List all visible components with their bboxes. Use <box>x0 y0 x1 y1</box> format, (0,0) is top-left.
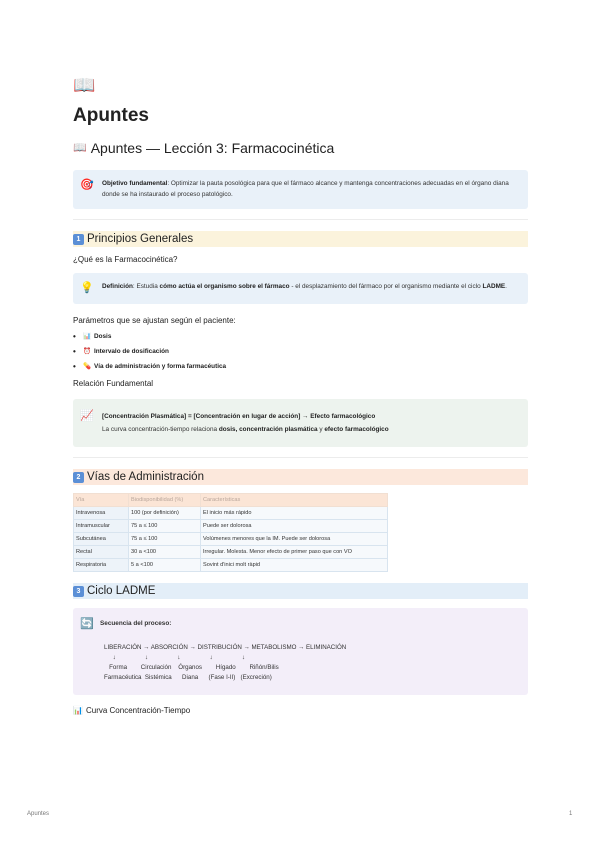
vias-table <box>73 493 388 572</box>
table-cell: Intramuscular <box>74 520 129 533</box>
table-cell: Respiratoria <box>74 559 129 572</box>
section-title: Vías de Administración <box>87 471 204 483</box>
table-cell: 75 a ≤ 100 <box>129 533 201 546</box>
section-vias-heading <box>73 469 528 485</box>
definicion-mid: - el desplazamiento del fármaco por el organismo mediante el ciclo <box>289 283 483 290</box>
table-cell: Puede ser dolorosa <box>201 520 388 533</box>
question-heading: ¿Qué es la Farmacocinética? <box>73 255 178 264</box>
table-cell: Sovint d'inici molt ràpid <box>201 559 388 572</box>
relacion-text <box>102 410 389 436</box>
objetivo-label: Objetivo fundamental <box>102 180 168 187</box>
pill-icon: 💊 <box>83 363 91 370</box>
lightbulb-icon: 💡 <box>80 282 94 294</box>
definicion-label: Definición <box>102 283 133 290</box>
param-label: Intervalo de dosificación <box>93 348 169 355</box>
table-row <box>74 533 388 546</box>
definicion-bold: cómo actúa el organismo sobre el fármaco <box>159 283 290 290</box>
params-list <box>73 329 528 374</box>
flow-line: Forma Circulación Órganos Hígado Riñón/Bilis <box>104 664 279 671</box>
table-row <box>74 520 388 533</box>
section-ladme-heading <box>73 583 528 599</box>
definicion-callout <box>73 273 528 304</box>
alarm-clock-icon: ⏰ <box>83 348 91 355</box>
param-label: Vía de administración y forma farmacéutica <box>93 363 227 370</box>
secuencia-label: Secuencia del proceso: <box>100 620 172 628</box>
column-header: Vía <box>74 494 129 507</box>
lesson-title <box>73 139 528 157</box>
relacion-formula: [Concentración Plasmática] = [Concentración en lugar de acción] → Efecto farmacológico <box>102 413 376 420</box>
chart-icon: 📊 <box>83 333 91 340</box>
page-title: Apuntes <box>73 105 149 126</box>
curva-label: Curva Concentración-Tiempo <box>85 706 191 715</box>
relacion-bold2: efecto farmacológico <box>324 426 389 433</box>
secuencia-header <box>80 618 519 631</box>
bullet-dot: • <box>73 346 76 356</box>
table-cell: 5 a <100 <box>129 559 201 572</box>
list-item <box>73 329 528 344</box>
section-title: Principios Generales <box>87 233 194 245</box>
table-cell: Rectal <box>74 546 129 559</box>
param-label: Dosis <box>93 333 112 340</box>
table-cell: Irregular. Molesta. Menor efecto de primer paso que con VO <box>201 546 388 559</box>
curva-heading <box>73 705 528 716</box>
table-cell: 30 a <100 <box>129 546 201 559</box>
definicion-post: . <box>505 283 507 290</box>
document-content <box>73 74 528 716</box>
section-number-badge: 2 <box>73 472 84 483</box>
book-icon: 📖 <box>73 75 96 95</box>
table-header-row <box>74 494 388 507</box>
relacion-bold: dosis, concentración plasmática <box>218 426 318 433</box>
column-header: Biodisponibilidad (%) <box>129 494 201 507</box>
table-cell: 100 (por definición) <box>129 507 201 520</box>
divider <box>73 457 528 458</box>
objetivo-body: : Optimizar la pauta posológica para que el fármaco alcance y mantenga concentraciones adecuadas en el órgano diana donde se ha instaurado el proceso patológico. <box>102 180 509 198</box>
footer-title: Apuntes <box>27 811 50 817</box>
table-row <box>74 507 388 520</box>
section-number-badge: 1 <box>73 234 84 245</box>
objetivo-callout <box>73 170 528 209</box>
target-icon: 🎯 <box>80 179 94 191</box>
page-number: 1 <box>569 811 573 817</box>
bullet-dot: • <box>73 361 76 371</box>
objetivo-text <box>102 179 519 200</box>
secuencia-callout <box>73 608 528 695</box>
relacion-pre: La curva concentración-tiempo relaciona <box>102 426 219 433</box>
table-cell: Subcutánea <box>74 533 129 546</box>
open-book-icon: 📖 <box>73 142 87 154</box>
lesson-title-text: Apuntes — Lección 3: Farmacocinética <box>90 140 335 156</box>
bar-chart-icon: 📊 <box>73 706 83 715</box>
list-item <box>73 344 528 359</box>
column-header: Características <box>201 494 388 507</box>
flow-arrows: ↓ ↓ ↓ ↓ ↓ <box>104 654 245 661</box>
table-row <box>74 546 388 559</box>
section-principios-heading <box>73 231 528 247</box>
chart-increasing-icon: 📈 <box>80 410 94 422</box>
relacion-heading: Relación Fundamental <box>73 379 154 388</box>
list-item <box>73 359 528 374</box>
bullet-dot: • <box>73 331 76 341</box>
ladme-flow <box>104 643 519 683</box>
table-cell: Intravenosa <box>74 507 129 520</box>
params-label: Parámetros que se ajustan según el paciente: <box>73 316 236 325</box>
definicion-text <box>102 282 507 295</box>
table-cell: 75 a ≤ 100 <box>129 520 201 533</box>
divider <box>73 219 528 220</box>
cycle-arrows-icon: 🔄 <box>80 618 94 630</box>
table-row <box>74 559 388 572</box>
section-number-badge: 3 <box>73 586 84 597</box>
table-cell: El inicio más rápido <box>201 507 388 520</box>
relacion-callout <box>73 399 528 447</box>
section-title: Ciclo LADME <box>87 585 156 597</box>
relacion-mid: y <box>317 426 325 433</box>
table-cell: Volúmenes menores que la IM. Puede ser dolorosa <box>201 533 388 546</box>
definicion-pre: : Estudia <box>132 283 160 290</box>
ladme-bold: LADME <box>482 283 506 290</box>
flow-line: LIBERACIÓN → ABSORCIÓN → DISTRIBUCIÓN → METABOLISMO → ELIMINACIÓN <box>104 644 347 651</box>
flow-line: Farmacéutica Sistémica Diana (Fase I-II) (Excreción) <box>104 674 272 681</box>
